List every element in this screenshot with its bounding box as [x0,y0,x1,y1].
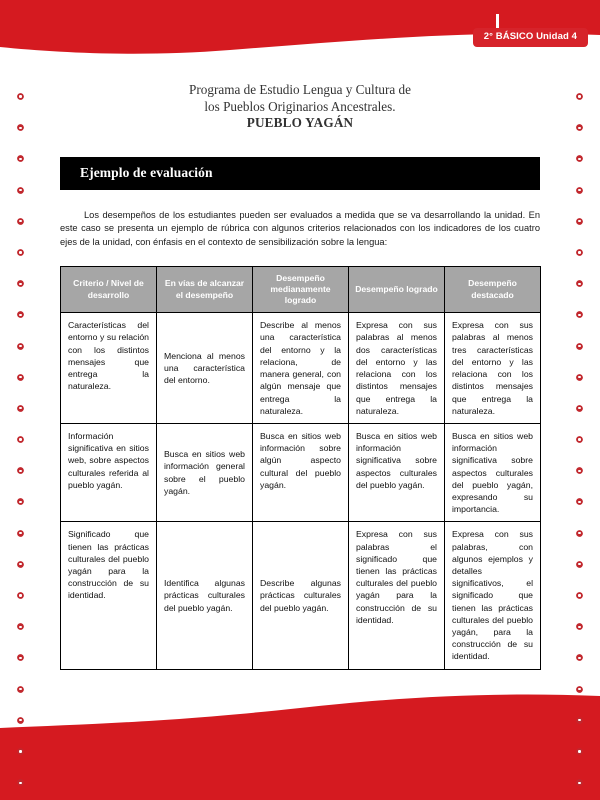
diamond-dot-icon [17,748,24,755]
bottom-wave-decoration [0,680,600,800]
diamond-dot-icon [17,686,24,693]
rubric-cell-en-vias: Menciona al menos una característica del entorno. [157,313,253,424]
title-line-3: PUEBLO YAGÁN [246,115,354,130]
rubric-cell-destacado: Busca en sitios web información significativa sobre aspectos culturales del pueblo yagán, expresando su importancia. [445,423,541,521]
rubric-cell-logrado: Busca en sitios web información significativa sobre aspectos culturales del pueblo yagán. [349,423,445,521]
rubric-cell-logrado: Expresa con sus palabras el significado que tienen las prácticas culturales del pueblo yagán para la construcción de su identidad. [349,522,445,669]
rubric-col-header-destacado: Desempeño destacado [445,267,541,313]
diamond-dot-icon [576,748,583,755]
rubric-table-head [61,267,541,313]
rubric-table [60,266,541,669]
diamond-dot-icon [576,717,583,724]
page-title [60,82,540,132]
rubric-table-body [61,313,541,669]
diamond-dot-icon [576,686,583,693]
section-banner [60,157,540,190]
diamond-dot-icon [17,717,24,724]
rubric-cell-medianamente: Describe al menos una característica del entorno y la relaciona, de manera general, con algún mensaje que entrega la naturaleza. [253,313,349,424]
rubric-cell-criterio: Información significativa en sitios web, sobre aspectos culturales referida al pueblo yagán. [61,423,157,521]
title-line-2: los Pueblos Originarios Ancestrales. [204,98,396,114]
unit-badge: 2° BÁSICO Unidad 4 [473,28,588,47]
rubric-cell-logrado: Expresa con sus palabras al menos dos características del entorno y las relaciona con los distintos mensajes que entrega la naturaleza. [349,313,445,424]
rubric-cell-destacado: Expresa con sus palabras al menos tres características del entorno y las relaciona con los distintos mensajes que entrega la naturaleza. [445,313,541,424]
rubric-header-row [61,267,541,313]
rubric-cell-medianamente: Busca en sitios web información sobre algún aspecto cultural del pueblo yagán. [253,423,349,521]
title-line-1: Programa de Estudio Lengua y Cultura de [189,82,411,97]
rubric-cell-en-vias: Busca en sitios web información general sobre el pueblo yagán. [157,423,253,521]
rubric-cell-criterio: Características del entorno y su relación con los distintos mensajes que entrega la naturaleza. [61,313,157,424]
rubric-cell-en-vias: Identifica algunas prácticas culturales del pueblo yagán. [157,522,253,669]
rubric-col-header-logrado: Desempeño logrado [349,267,445,313]
rubric-cell-criterio: Significado que tienen las prácticas culturales del pueblo yagán para la construcción de su identidad. [61,522,157,669]
rubric-col-header-medianamente: Desempeño medianamente logrado [253,267,349,313]
table-row [61,522,541,669]
rubric-cell-destacado: Expresa con sus palabras, con algunos ejemplos y detalles significativos, el significado que tienen las prácticas culturales del pueblo yagán, para la construcción de su identidad. [445,522,541,669]
rubric-cell-medianamente: Describe algunas prácticas culturales del pueblo yagán. [253,522,349,669]
table-row [61,423,541,521]
rubric-col-header-en-vias: En vías de alcanzar el desempeño [157,267,253,313]
diamond-dot-icon [576,779,583,786]
table-row [61,313,541,424]
section-banner-label: Ejemplo de evaluación [80,165,213,180]
rubric-col-header-criterio: Criterio / Nivel de desarrollo [61,267,157,313]
intro-paragraph: Los desempeños de los estudiantes pueden ser evaluados a medida que se va desarrollando la unidad. En este caso se presenta un ejemplo de rúbrica con algunos criterios relacionados con los indicadores de los cuatro ejes de la unidad, con énfasis en el contexto de sensibilización sobre la lengua: [60,209,540,247]
diamond-dot-icon [17,779,24,786]
